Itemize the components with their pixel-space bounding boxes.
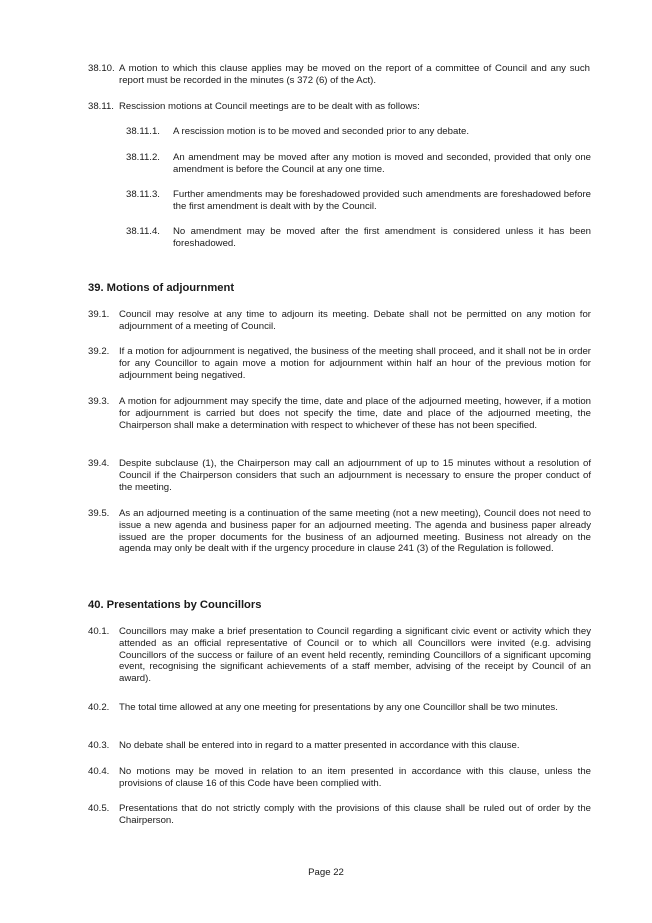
clause-39-3 xyxy=(88,396,591,431)
clause-number: 40.5. xyxy=(88,803,110,814)
clause-number: 40.2. xyxy=(88,702,110,713)
clause-number: 39.3. xyxy=(88,396,110,407)
clause-40-2 xyxy=(88,702,591,714)
clause-39-2 xyxy=(88,346,591,381)
clause-text: Councillors may make a brief presentation to Council regarding a significant civic event or activity which they attended as an official representative of Council or to which all Councillors were invited (e.g. advising Councillors of the success or failure of an event held recently, reminding Councillors of a significant upcoming event, recognising the significant achievements of a staff member, advising of the receipt by Council of an award). xyxy=(119,626,591,685)
clause-text: If a motion for adjournment is negatived, the business of the meeting shall proceed, and it shall not be in order for any Councillor to again move a motion for adjournment within half an hour of the previous motion for adjournment being negatived. xyxy=(119,346,591,381)
clause-38-11-2 xyxy=(126,152,591,176)
clause-40-3 xyxy=(88,740,591,752)
clause-number: 38.11. xyxy=(88,101,114,112)
clause-39-4 xyxy=(88,458,591,493)
clause-text: Further amendments may be foreshadowed provided such amendments are foreshadowed before the first amendment is dealt with by the Council. xyxy=(173,189,591,212)
clause-text: A rescission motion is to be moved and seconded prior to any debate. xyxy=(173,126,469,137)
clause-text: Council may resolve at any time to adjourn its meeting. Debate shall not be permitted on any motion for adjournment of a meeting of Council. xyxy=(119,309,591,332)
clause-text: A motion for adjournment may specify the time, date and place of the adjourned meeting, however, if a motion for adjournment is carried but does not specify the time, date and place of the adjourned meeting, the Chairperson shall make a determination with respect to whichever of these has not been specified. xyxy=(119,396,591,431)
clause-text: The total time allowed at any one meeting for presentations by any one Councillor shall be two minutes. xyxy=(119,702,558,713)
clause-text: No motions may be moved in relation to an item presented in accordance with this clause, unless the provisions of clause 16 of this Code have been complied with. xyxy=(119,766,591,789)
clause-38-11-4 xyxy=(126,226,591,250)
clause-number: 38.11.1. xyxy=(126,126,160,137)
clause-39-5 xyxy=(88,508,591,555)
clause-40-1 xyxy=(88,626,591,685)
clause-text: No amendment may be moved after the first amendment is considered unless it has been foreshadowed. xyxy=(173,226,591,249)
clause-text: Despite subclause (1), the Chairperson may call an adjournment of up to 15 minutes without a resolution of Council if the Chairperson considers that such an adjournment is necessary to ensure the proper conduct of the meeting. xyxy=(119,458,591,493)
clause-number: 39.5. xyxy=(88,508,110,519)
clause-text: Rescission motions at Council meetings are to be dealt with as follows: xyxy=(119,101,420,112)
clause-number: 38.11.2. xyxy=(126,152,160,163)
clause-text: A motion to which this clause applies may be moved on the report of a committee of Council and any such report must be recorded in the minutes (s 372 (6) of the Act). xyxy=(119,63,590,86)
clause-number: 40.1. xyxy=(88,626,110,637)
clause-number: 38.11.3. xyxy=(126,189,160,200)
clause-text: As an adjourned meeting is a continuation of the same meeting (not a new meeting), Council does not need to issue a new agenda and business paper for an adjourned meeting. The agenda and business paper already issued are the proper documents for the business of an adjourned meeting. Business not already on the agenda may only be dealt with if the urgency procedure in clause 241 (3) of the Regulation is followed. xyxy=(119,508,591,555)
clause-number: 39.4. xyxy=(88,458,110,469)
clause-text: Presentations that do not strictly comply with the provisions of this clause shall be ruled out of order by the Chairperson. xyxy=(119,803,591,826)
clause-number: 40.3. xyxy=(88,740,110,751)
clause-38-10 xyxy=(88,63,590,87)
section-heading-39: 39. Motions of adjournment xyxy=(88,282,235,294)
page-number: Page 22 xyxy=(308,867,344,878)
clause-38-11-1 xyxy=(126,126,591,138)
clause-number: 39.2. xyxy=(88,346,110,357)
clause-40-5 xyxy=(88,803,591,827)
clause-38-11 xyxy=(88,101,590,113)
clause-number: 40.4. xyxy=(88,766,110,777)
clause-number: 38.10. xyxy=(88,63,115,74)
clause-text: No debate shall be entered into in regard to a matter presented in accordance with this clause. xyxy=(119,740,520,751)
clause-40-4 xyxy=(88,766,591,790)
section-heading-40: 40. Presentations by Councillors xyxy=(88,599,262,611)
clause-number: 39.1. xyxy=(88,309,110,320)
clause-number: 38.11.4. xyxy=(126,226,160,237)
clause-text: An amendment may be moved after any motion is moved and seconded, provided that only one amendment is before the Council at any one time. xyxy=(173,152,591,175)
clause-38-11-3 xyxy=(126,189,591,213)
clause-39-1 xyxy=(88,309,591,333)
